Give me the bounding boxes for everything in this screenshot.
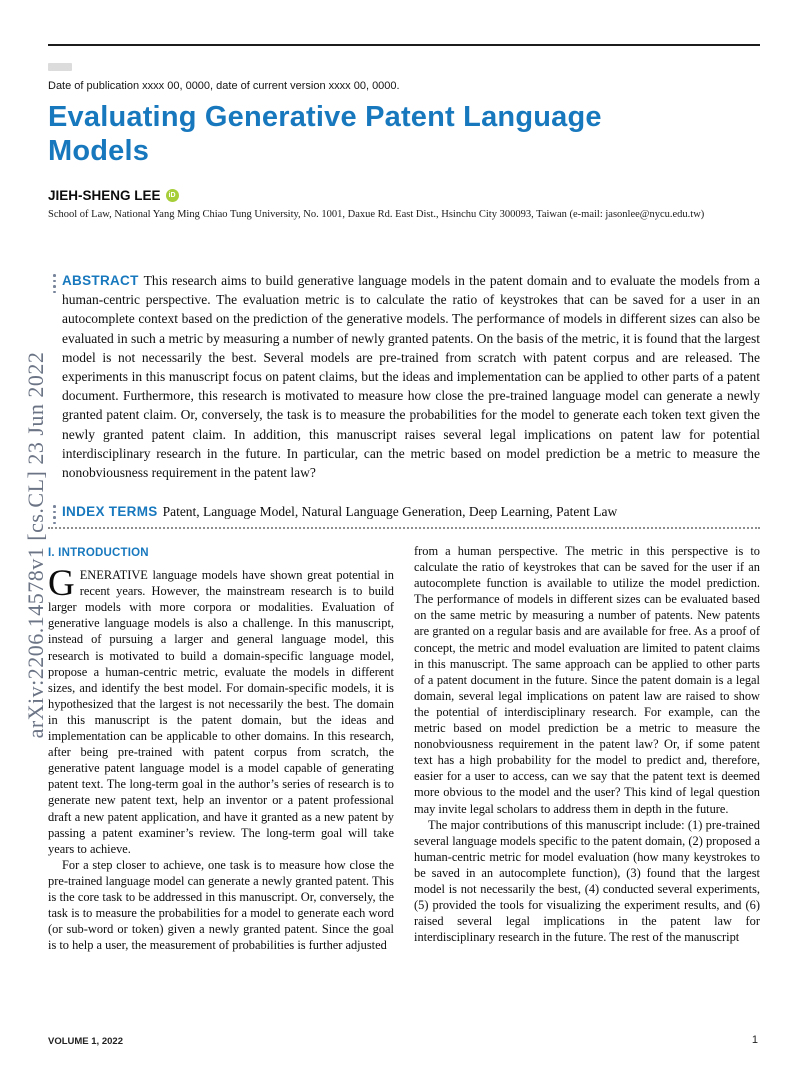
- publication-date-line: Date of publication xxxx 00, 0000, date of current version xxxx 00, 0000.: [48, 80, 400, 92]
- intro-paragraph-1-text: ENERATIVE language models have shown great potential in recent years. However, the mainstream research is to build larger models with more corpora or modalities. Evaluation of generative language models is also a challenge. In this manuscript, instead of pursuing a larger and general language model, this research is motivated to build a domain-specific language model, propose a human-centric metric, evaluate the models in different sizes, and identify the best model. For domain-specific models, it is hypothesized that the largest is not necessarily the best. The domain in this manuscript is the patent domain, but the ideas and implementation can be applicable to other domains. In this research, after being pre-trained with patent corpus from scratch, the generative patent language model is a model capable of generating patent text. The long-term goal in the author’s series of research is to generate new patent text, help an inventor or a patent professional draft a new patent application, and have it granted as a new patent by passing a patent examiner’s review. The long-term goal will take years to achieve.: [48, 568, 394, 856]
- arxiv-watermark: arXiv:2206.14578v1 [cs.CL] 23 Jun 2022: [23, 351, 48, 739]
- right-column: [414, 543, 760, 1025]
- index-terms-text: Patent, Language Model, Natural Language Generation, Deep Learning, Patent Law: [162, 504, 618, 519]
- abstract-text: This research aims to build generative language models in the patent domain and to evaluate the models from a human-centric perspective. The evaluation metric is to calculate the ratio of keystrokes that can be saved for a user in an autocomplete context based on the prediction of the generative models. The performance of models in different sizes can also be evaluated in such a metric by measuring a number of newly granted patents. On the basis of the metric, it is found that the largest model is not necessarily the best. Several models are pre-trained from scratch with patent corpus and are released. The experiments in this manuscript focus on patent claims, but the ideas and implementation can be applied to other parts of a patent document. Furthermore, this research is motivated to measure how close the pre-trained language model can generate a newly granted patent claim. Or, conversely, the task is to measure the probabilities for the model to generate each token text given the newly granted patent claim. In addition, this manuscript raises several legal implications on patent law for potential interdisciplinary research in the future. In particular, can the metric based on model prediction be a metric to measure the nonobviousness requirement in the patent law?: [62, 273, 760, 481]
- author-row: [48, 188, 179, 203]
- header-rule: [48, 44, 760, 46]
- left-column: [48, 543, 394, 1025]
- page-title: Evaluating Generative Patent Language Models: [48, 101, 602, 167]
- section-divider-dotted-rule: [48, 527, 760, 529]
- intro-paragraph-3: from a human perspective. The metric in this perspective is to calculate the ratio of keystrokes that can be saved for the user if an autocomplete function is available to utilize the model prediction. The performance of models in different sizes can be evaluated based on the same metric by measuring a number of patents. New patents are granted on a regular basis and are available for free. As a proof of concept, the metric and model evaluation are limited to patent claims in this manuscript. The same approach can be applied to other parts of a patent document in the future. Since the patent domain is a legal domain, several legal implications on patent law are raised to show the potential of interdisciplinary research. For example, can the metric based on model prediction be a metric to measure the nonobviousness requirement in the patent law? Or, if some patent text has a high probability for the model to predict and, therefore, easier for a user to access, can we say that the patent text is deemed more obvious to the model and the user? This kind of legal question may invite legal scholars to address them in depth in the future.: [414, 544, 760, 816]
- intro-paragraph-1: [48, 563, 394, 857]
- section-heading-introduction: I. INTRODUCTION: [48, 547, 149, 559]
- abstract-label: ABSTRACT: [62, 273, 139, 288]
- index-terms-label: INDEX TERMS: [62, 504, 158, 519]
- intro-paragraph-2: For a step closer to achieve, one task is to measure how close the pre-trained language model can generate a newly granted patent. This is the core task to be addressed in this manuscript. Or, conversely, the task is to measure the probabilities for a model to generate each word (or sub-word or token) given a newly granted patent. Since the goal is to help a user, the measurement of probabilities is further adjusted: [48, 857, 394, 953]
- journal-logo-placeholder: [48, 63, 72, 71]
- abstract-section: [62, 271, 760, 482]
- intro-paragraph-4: The major contributions of this manuscript include: (1) pre-trained several language models specific to the patent domain, (2) proposed a human-centric metric for model evaluation (how many keystrokes to be saved in an autocomplete function), (3) found that the largest model is not necessarily the best, (4) conducted several experiments, (5) provided the tools for visualizing the experiment results, and (6) raised several legal implications in the patent law for interdisciplinary research in the future. The rest of the manuscript: [414, 817, 760, 945]
- body-columns: [48, 543, 760, 1025]
- footer-volume-label: VOLUME 1, 2022: [48, 1036, 123, 1047]
- drop-cap: G: [48, 563, 75, 605]
- index-terms-section: [62, 502, 760, 521]
- author-name: JIEH-SHENG LEE: [48, 188, 161, 203]
- index-terms-dots-decoration: [53, 505, 56, 524]
- author-affiliation: School of Law, National Yang Ming Chiao Tung University, No. 1001, Daxue Rd. East Dist., Hsinchu City 300093, Taiwan (e-mail: jasonlee@nycu.edu.tw): [48, 209, 705, 220]
- abstract-dots-decoration: [53, 274, 56, 293]
- footer-page-number: 1: [751, 1034, 758, 1046]
- orcid-id-icon: iD: [166, 189, 179, 202]
